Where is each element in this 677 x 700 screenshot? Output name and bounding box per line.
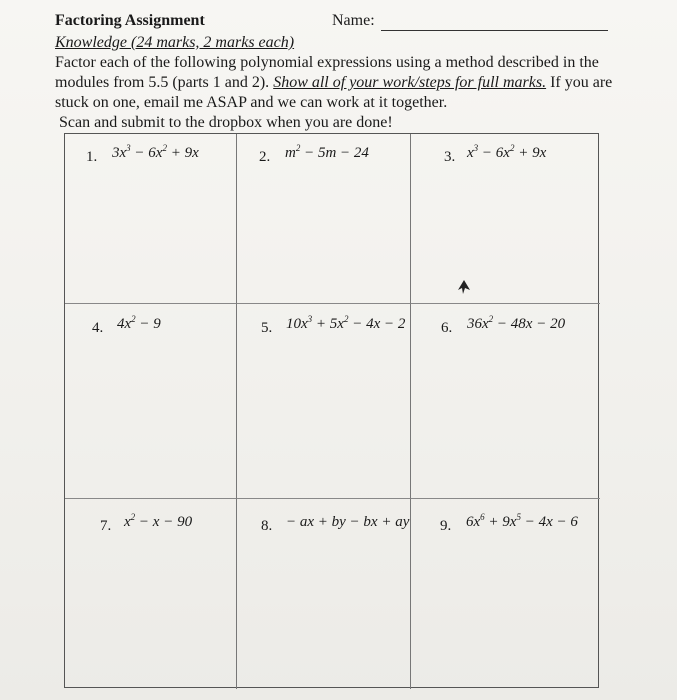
- question-cell-1: [65, 134, 237, 304]
- exponent: 2: [343, 314, 349, 324]
- question-cell-8: [237, 499, 411, 689]
- question-cell-7: [65, 499, 237, 689]
- exponent: 3: [473, 143, 479, 153]
- instructions-line-2-end: If you are: [546, 74, 613, 91]
- exponent: 2: [131, 314, 136, 324]
- instructions-line-4: Scan and submit to the dropbox when you are done!: [59, 114, 393, 131]
- question-expression: $6x^6 + 9x^5 - 4x - 6$: [466, 512, 578, 530]
- question-number: 8.: [261, 518, 273, 534]
- instructions-line-3: stuck on one, email me ASAP and we can work at it together.: [55, 94, 448, 111]
- questions-grid: [64, 133, 599, 688]
- question-cell-4: [65, 304, 237, 499]
- exponent: 5: [516, 512, 521, 522]
- question-expression: $4x^2 - 9$: [117, 314, 161, 332]
- instructions-line-1: Factor each of the following polynomial expressions using a method described in the: [55, 54, 599, 71]
- exponent: 2: [162, 143, 167, 153]
- instructions-line-2-start: modules from 5.5 (parts 1 and 2).: [55, 74, 274, 91]
- question-cell-5: [237, 304, 411, 499]
- question-number: 5.: [261, 320, 273, 336]
- question-expression: $x^2 - x - 90$: [124, 512, 193, 530]
- exponent: 2: [130, 512, 136, 522]
- exponent: 3: [126, 143, 131, 153]
- question-expression: $3x^3 - 6x^2 + 9x$: [112, 143, 199, 161]
- question-number: 6.: [441, 320, 453, 336]
- question-number: 9.: [440, 518, 452, 534]
- knowledge-heading: Knowledge (24 marks, 2 marks each): [55, 34, 295, 51]
- question-expression: $36x^2 - 48x - 20$: [467, 314, 566, 332]
- name-label: Name:: [332, 12, 375, 29]
- question-cell-3: [411, 134, 600, 304]
- question-number: 3.: [444, 149, 456, 165]
- question-number: 4.: [92, 320, 104, 336]
- question-cell-6: [411, 304, 600, 499]
- question-cell-9: [411, 499, 600, 689]
- exponent: 2: [488, 314, 494, 324]
- assignment-title: Factoring Assignment: [55, 12, 205, 29]
- question-expression: $m^2 - 5m - 24$: [285, 143, 369, 161]
- exponent: 2: [509, 143, 515, 153]
- exponent: 6: [480, 512, 485, 522]
- question-expression: − ax + by − bx + ay: [286, 514, 410, 530]
- question-expression: $10x^3 + 5x^2 - 4x - 2$: [286, 314, 406, 332]
- question-number: 1.: [86, 149, 98, 165]
- question-expression: $x^3 - 6x^2 + 9x$: [467, 143, 547, 161]
- exponent: 3: [307, 314, 313, 324]
- instructions-emphasis: Show all of your work/steps for full marks.: [273, 74, 547, 91]
- instructions: [55, 53, 615, 133]
- exponent: 2: [295, 143, 301, 153]
- question-number: 2.: [259, 149, 271, 165]
- instructions-line-2: [55, 73, 615, 93]
- pointer-cursor-icon: [458, 280, 470, 294]
- question-cell-2: [237, 134, 411, 304]
- question-number: 7.: [100, 518, 112, 534]
- name-blank-line: [381, 30, 608, 31]
